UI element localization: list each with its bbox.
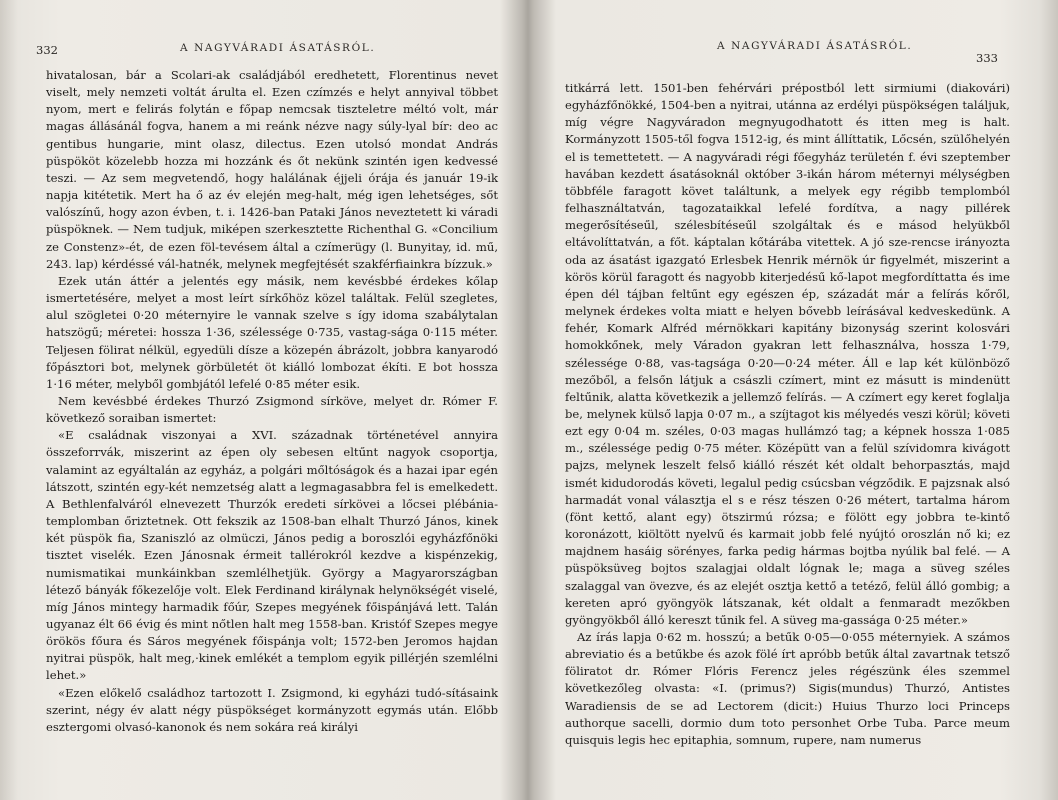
left-paragraph-4: «E családnak viszonyai a XVI. századnak történetével annyira összeforrvák, miszerint az épen oly sebesen eltűnt nagyok csoportja, valamint az egyáltalán az egyház, a polgári mőltóságok és a hazai ipar egén látszott, szintén egy-két nemzetség alatt a legmagasabbra fel is emelkedett. A Bethlenfalváról elnevezett Thurzók eredeti sírkövei a lőcsei plébánia-templomban őriztetnek. Ott fekszik az 1508-ban elhalt Thurzó János, kinek két püspök fia, Szaniszló az olmüczi, János pedig a boroszlói egyházfőnöki tisztet viselék. Ezen Jánosnak érmeit tallérokról kezdve a kispénzekig, numismatikai munkáinkban szemlélhetjük. György a Magyarországban létező bányák főkezelője volt. Elek Ferdinand királynak helynökségét viselé, míg János mintegy harmadik főúr, Szepes megyének főispánjává lett. Talán ugyanaz élt 66 évig és mint nőtlen halt meg 1558-ban. Kristóf Szepes megye örökös főura és Sáros megyének főispánja volt; 1572-ben Jeromos hajdan nyitrai püspök, halt meg,·kinek emlékét a templom egyik pillérjén szemlélni lehet.» (46, 428, 498, 683)
left-paragraph-1: hivatalosan, bár a Scolari-ak családjából eredhetett, Florentinus nevet viselt, mely nemzeti voltát árulta el. Ezen czímzés e helyt annyival többet nyom, mert e felirás folytán e főpap nemcsak tiszteletre méltó volt, már magas állásánál fogva, hanem a mi reánk nézve nagy súly-lyal bír: deo ac gentibus hungarie, mint olasz, dilectus. Ezen utolsó mondat András püspököt közelebb hozza mi hozzánk és őt nekünk szintén igen kedvessé teszi. — Az sem megvetendő, hogy halálának éjjeli órája és január 19-ik napja kitétetik. Mert ha ő az év elején meg-halt, még igen lehetséges, sőt valószínű, hogy azon évben, t. i. 1426-ban Pataki János neveztetett ki váradi püspöknek. — Nem tudjuk, miképen szerkesztette Richenthal G. «Concilium ze Constenz»-ét, de ezen föl-tevésem által a czímerügy (l. Bunyitay, id. mű, 243. lap) kérdéssé vál-hatnék, melynek megfejtését szakférfiainkra bízzuk.» (46, 68, 498, 271)
left-running-head: A NAGYVÁRADI ÁSATÁSRÓL. (180, 42, 376, 54)
left-page-body (46, 67, 498, 736)
left-page-number: 332 (36, 43, 58, 57)
right-page-body (565, 80, 1010, 749)
right-page (533, 0, 1058, 800)
left-page (0, 0, 525, 800)
right-paragraph-2: Az írás lapja 0·62 m. hosszú; a betűk 0·05—0·055 méternyiek. A számos abreviatio és a betűkbe és azok fölé írt apróbb betűk által zavartnak tetsző föliratot dr. Rómer Flóris Ferencz jeles régészünk éles szemmel következőleg olvasta: «I. (primus?) Sigis(mundus) Thurzó, Antistes Waradiensis de se ad Lectorem (dicit:) Huius Thurzo loci Princeps authorque sacelli, dormio dum toto personhet Orbe Tuba. Parce meum quisquis legis hec epitaphia, somnum, rupere, nam numerus (565, 630, 1010, 747)
left-paragraph-5: «Ezen előkelő családhoz tartozott I. Zsigmond, ki egyházi tudó-sításaink szerint, négy év alatt négy püspökséget kormányzott egymás után. Előbb esztergomi olvasó-kanonok és nem sokára reá királyi (46, 685, 498, 734)
left-paragraph-2: Ezek után áttér a jelentés egy másik, nem kevésbbé érdekes kőlap ismertetésére, melyet a most leírt sírkőhöz közel találtak. Felül szegletes, alul szögletei 0·20 méternyire le vannak szelve s így idoma szabálytalan hatszögű; méretei: hossza 1·36, szélessége 0·735, vastag-sága 0·115 méter. Teljesen fölirat nélkül, egyedüli dísze a közepén ábrázolt, jobbra kanyarodó főpásztori bot, melynek görbületét öt kiálló lombozat ékíti. E bot hossza 1·16 méter, melyből gombjától lefelé 0·85 méter esik. (46, 273, 498, 391)
right-running-head: A NAGYVÁRADI ÁSATÁSRÓL. (717, 40, 913, 52)
right-page-number: 333 (976, 51, 998, 65)
right-paragraph-1: titkárrá lett. 1501-ben fehérvári prépostból lett sirmiumi (diakovári) egyházfőnökké, 1504-ben a nyitrai, utánna az erdélyi püspökségen találjuk, míg végre Nagyváradon megnyugodhatott és itten meg is halt. Kormányzott 1505-től fogva 1512-ig, és mint állíttatik, Lőcsén, szülőhelyén el is temettetett. — A nagyváradi régi főegyház területén f. évi szeptember havában kezdett ásatásoknál október 3-ikán három méternyi mélységben többféle faragott követ találtunk, a melyek egy régibb templomból felhasználtatván, tagozataikkal lefelé fordítva, a nagy pillérek megerősítéseűl, szélesbítéseűl szolgáltak és e másod helyükből eltávolíttatván, a főt. káptalan kőtárába vitettek. A jó sze-rencse irányozta oda az ásatást igazgató Erlesbek Henrik mérnök úr figyelmét, miszerint a körös körül faragott és nagyobb kiterjedésű kő-lapot megfordíttatta és ime épen dél tájban feltűnt egy egészen ép, századát már a felírás kőről, melynek érdekes volta miatt e helyen bővebb leírásával kedveskedünk. A fehér, Komark Alfréd mérnökkari kapitány bizonyság szerint kolosvári homokkőnek, mely Váradon gyakran lett felhasználva, hossza 1·79, szélessége 0·88, vas-tagsága 0·20—0·24 méter. Áll e lap két különböző mezőből, a felsőn látjuk a császli czímert, mint ez másutt is mindenütt feltűnik, alatta következik a jellemző felírás. — A czímert egy keret foglalja be, melynek külső lapja 0·07 m., a szíjtagot kis mélyedés veszi körül; követi ezt egy 0·04 m. széles, 0·03 magas hullámzó tag; a képnek hossza 1·085 m., szélessége pedig 0·75 méter. Középütt van a felül szívidomra kivágott pajzs, melynek leszelt felső kiálló részét két oldalt behorpasztás, majd ismét kidudorodás követi, legalul pedig csúcsban végződik. E pajzsnak alsó harmadát vonal választja el s e rész tészen 0·26 métert, tartalma három (fönt kettő, alant egy) ötszirmú rózsa; e fölött egy jobbra te-kintő koronázott, kiöltött nyelvű és karmait jobb felé nyújtó oroszlán nő ki; ez majdnem hasáig sörényes, farka pedig hármas bojtba nyúlik bal felé. — A püspöksüveg bojtos szalagjai oldalt lógnak le; maga a süveg széles szalaggal van övezve, és az elejét osztja kettő a tetéző, felül álló gombig; a kereten apró gyöngyök látszanak, két oldalt a fenmaradt mezőkben gyöngyökből álló kereszt tűnik fel. A süveg ma-gassága 0·25 méter.» (565, 81, 1010, 627)
left-paragraph-3: Nem kevésbbé érdekes Thurzó Zsigmond sírköve, melyet dr. Rómer F. következő soraiban ismertet: (46, 393, 498, 426)
